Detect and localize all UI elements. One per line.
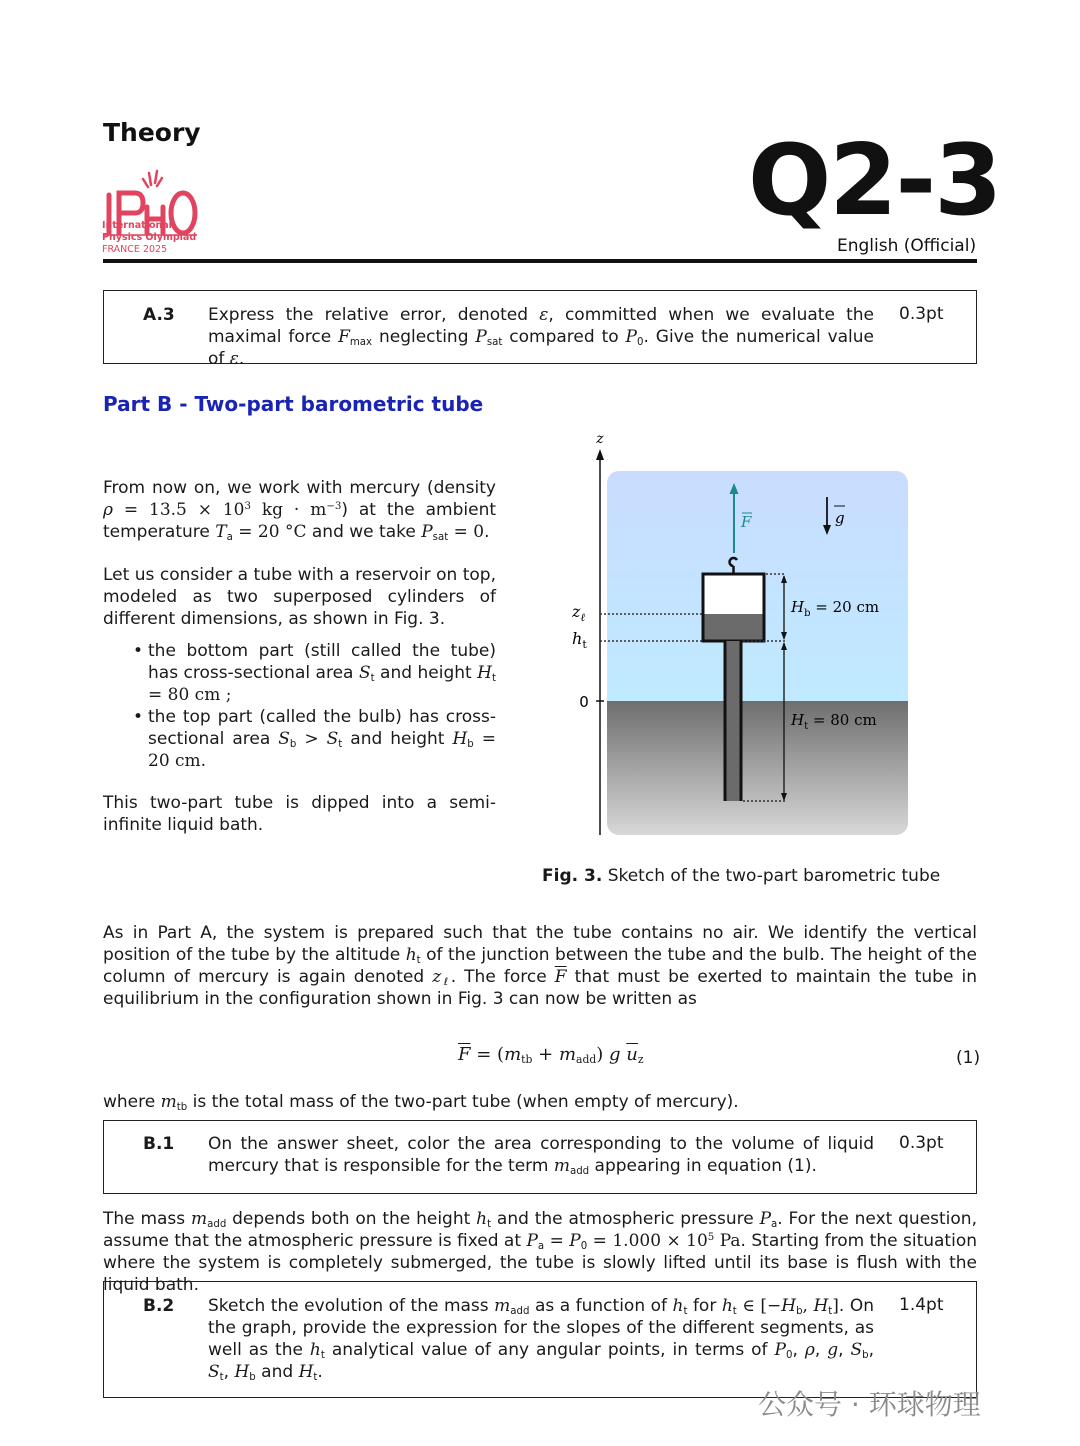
question-id: A.3 <box>143 305 175 325</box>
intro-paragraph: From now on, we work with mercury (density $\rho = 13.5 \times 10^3$ kg · $m^{-3}$) at the ambient temperature $T_a = 20$ °C and we take $P_{sat} = 0$. <box>103 478 497 543</box>
hb-label: $H_b = 20$ cm <box>791 598 880 619</box>
language-label: English (Official) <box>837 236 977 256</box>
force-label: F <box>741 513 752 531</box>
figure-caption: Fig. 3. Sketch of the two-part barometric tube <box>542 866 941 886</box>
tube-description-paragraph: Let us consider a tube with a reservoir on top, modeled as two superposed cylinders of different dimensions, as shown in Fig. 3. <box>103 565 496 629</box>
pressure-paragraph: The mass $m_{add}$ depends both on the height $h_t$ and the atmospheric pressure $P_a$. For the next question, assume that the atmospheric pressure is fixed at $P_a = P_0 = 1.000 \times 10^5$ Pa. Starting from the situation where the system is completely submerged, the tube is slowly lifted until its base is flush with the liquid bath. <box>103 1209 977 1295</box>
question-id: B.2 <box>143 1296 175 1316</box>
question-text: Express the relative error, denoted ε, committed when we evaluate the maximal force $F_{max}$ neglecting $P_{sat}$ compared to $P_0$. Give the numerical value of ε. <box>208 305 875 369</box>
gravity-label: g <box>835 509 845 527</box>
bulb-mercury <box>703 614 764 641</box>
equation-1: $\overline{F} = (m_{tb} + m_{add})$ g $\overline{u}_z$ <box>458 1044 644 1066</box>
question-points: 0.3pt <box>899 304 944 324</box>
header-divider <box>103 259 977 263</box>
z-axis-arrowhead <box>596 449 604 460</box>
tube-parts-list <box>130 640 496 772</box>
ht-label: $H_t = 80$ cm <box>791 711 877 732</box>
setup-paragraph: As in Part A, the system is prepared such that the tube contains no air. We identify the vertical position of the tube by the altitude $h_t$ of the junction between the tube and the bulb. The height of the column of mercury is again denoted $z_\ell$. The force $\overline{F}$ that must be exerted to maintain the tube in equilibrium in the configuration shown in Fig. 3 can now be written as <box>103 923 977 1009</box>
z-axis-label: z <box>596 431 604 447</box>
question-box-b1 <box>103 1120 977 1194</box>
zero-label: 0 <box>579 693 589 711</box>
question-points: 1.4pt <box>899 1295 944 1315</box>
question-id: B.1 <box>143 1134 175 1154</box>
watermark: 公众号 · 环球物理 <box>758 1388 981 1421</box>
part-title: Part B - Two-part barometric tube <box>103 392 484 416</box>
tube-mercury <box>725 641 741 801</box>
question-points: 0.3pt <box>899 1133 944 1153</box>
background-panel <box>607 471 908 835</box>
logo-line-3: FRANCE 2025 <box>102 244 168 255</box>
question-box-b2 <box>103 1281 977 1398</box>
equation-number: (1) <box>956 1048 981 1068</box>
bath-paragraph: This two-part tube is dipped into a semi-infinite liquid bath. <box>103 793 496 835</box>
list-item: • the bottom part (still called the tube) has cross-sectional area $S_t$ and height $H_t = 80$ cm ; <box>130 640 496 706</box>
z-ell-label: $z_\ell$ <box>572 602 586 624</box>
question-number: Q2-3 <box>748 124 1001 238</box>
list-item: • the top part (called the bulb) has cross-sectional area $S_b > S_t$ and height $H_b = 20$ cm. <box>130 706 496 772</box>
logo-line-1: International <box>102 220 172 231</box>
h-t-label: $h_t$ <box>572 629 587 651</box>
mass-definition-paragraph: where $m_{tb}$ is the total mass of the two-part tube (when empty of mercury). <box>103 1092 739 1113</box>
question-box-a3 <box>103 290 977 369</box>
question-text: Sketch the evolution of the mass $m_{add}$ as a function of $h_t$ for $h_t$ ∈ [$-H_b$, $H_t$]. On the graph, provide the expression for the slopes of the different segments, as well as the $h_t$ analytical value of any angular points, in terms of $P_0$, ρ, g, $S_b$, $S_t$, $H_b$ and $H_t$. <box>208 1296 874 1383</box>
section-label: Theory <box>103 118 201 147</box>
logo-line-2: Physics Olympiad <box>102 232 197 243</box>
barometric-tube-figure <box>560 428 920 848</box>
question-text: On the answer sheet, color the area corresponding to the volume of liquid mercury that is responsible for the term $m_{add}$ appearing in equation (1). <box>208 1134 874 1177</box>
